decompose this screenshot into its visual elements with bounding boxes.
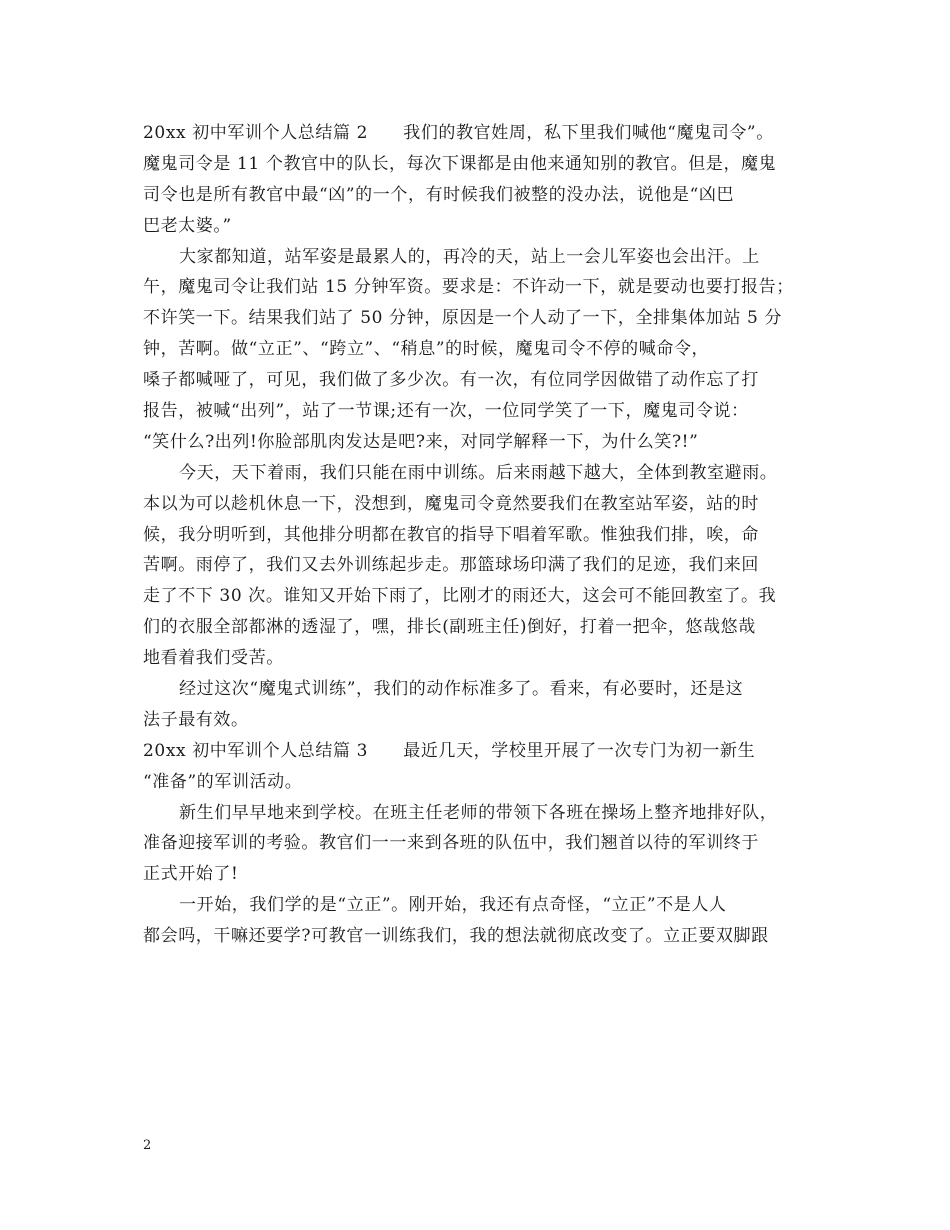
text-line: 钟，苦啊。做“立正”、“跨立”、“稍息”的时候，魔鬼司令不停的喊命令， xyxy=(143,339,710,360)
text-line: “准备”的军训活动。 xyxy=(143,771,303,792)
text-line: 经过这次“魔鬼式训练”，我们的动作标准多了。看来，有必要时，还是这 xyxy=(179,679,744,700)
text-line: 不许笑一下。结果我们站了 50 分钟，原因是一个人动了一下，全排集体加站 5 分 xyxy=(143,308,783,329)
text-line: “笑什么?出列!你脸部肌肉发达是吧?来，对同学解释一下，为什么笑?!” xyxy=(143,431,699,452)
text-line: 20xx 初中军训个人总结篇 3 最近几天，学校里开展了一次专门为初一新生 xyxy=(143,740,756,761)
text-line: 司令也是所有教官中最“凶”的一个，有时候我们被整的没办法，说他是“凶巴 xyxy=(143,184,735,205)
page-number: 2 xyxy=(143,1138,152,1153)
text-line: 正式开始了! xyxy=(143,864,239,885)
text-line: 新生们早早地来到学校。在班主任老师的带领下各班在操场上整齐地排好队， xyxy=(179,802,778,823)
text-line: 准备迎接军训的考验。教官们一一来到各班的队伍中，我们翘首以待的军训终于 xyxy=(143,833,759,854)
text-line: 嗓子都喊哑了，可见，我们做了多少次。有一次，有位同学因做错了动作忘了打 xyxy=(143,370,759,391)
text-line: 午，魔鬼司令让我们站 15 分钟军资。要求是：不许动一下，就是要动也要打报告； xyxy=(143,277,794,298)
text-line: 报告，被喊“出列”，站了一节课;还有一次，一位同学笑了一下，魔鬼司令说： xyxy=(143,401,749,422)
text-line: 走了不下 30 次。谁知又开始下雨了，比刚才的雨还大，这会可不能回教室了。我 xyxy=(143,586,777,607)
text-line: 苦啊。雨停了，我们又去外训练起步走。那篮球场印满了我们的足迹，我们来回 xyxy=(143,555,759,576)
text-line: 都会吗，干嘛还要学?可教官一训练我们，我的想法就彻底改变了。立正要双脚跟 xyxy=(143,926,769,947)
body-text xyxy=(143,118,808,952)
text-line: 今天，天下着雨，我们只能在雨中训练。后来雨越下越大，全体到教室避雨。 xyxy=(179,462,778,483)
text-line: 巴老太婆。” xyxy=(143,215,232,236)
text-line: 法子最有效。 xyxy=(143,709,249,730)
text-line: 大家都知道，站军姿是最累人的，再冷的天，站上一会儿军姿也会出汗。上 xyxy=(179,246,760,267)
text-line: 魔鬼司令是 11 个教官中的队长，每次下课都是由他来通知别的教官。但是，魔鬼 xyxy=(143,153,777,174)
text-line: 20xx 初中军训个人总结篇 2 我们的教官姓周，私下里我们喊他“魔鬼司令”。 xyxy=(143,123,774,143)
text-line: 们的衣服全部都淋的透湿了，嘿，排长(副班主任)倒好，打着一把伞，悠哉悠哉 xyxy=(143,617,756,638)
text-line: 地看着我们受苦。 xyxy=(143,648,284,669)
text-line: 一开始，我们学的是“立正”。刚开始，我还有点奇怪，“立正”不是人人 xyxy=(179,895,727,916)
text-line: 本以为可以趁机休息一下，没想到，魔鬼司令竟然要我们在教室站军姿，站的时 xyxy=(143,493,759,514)
text-line: 候，我分明听到，其他排分明都在教官的指导下唱着军歌。惟独我们排，唉，命 xyxy=(143,524,759,545)
